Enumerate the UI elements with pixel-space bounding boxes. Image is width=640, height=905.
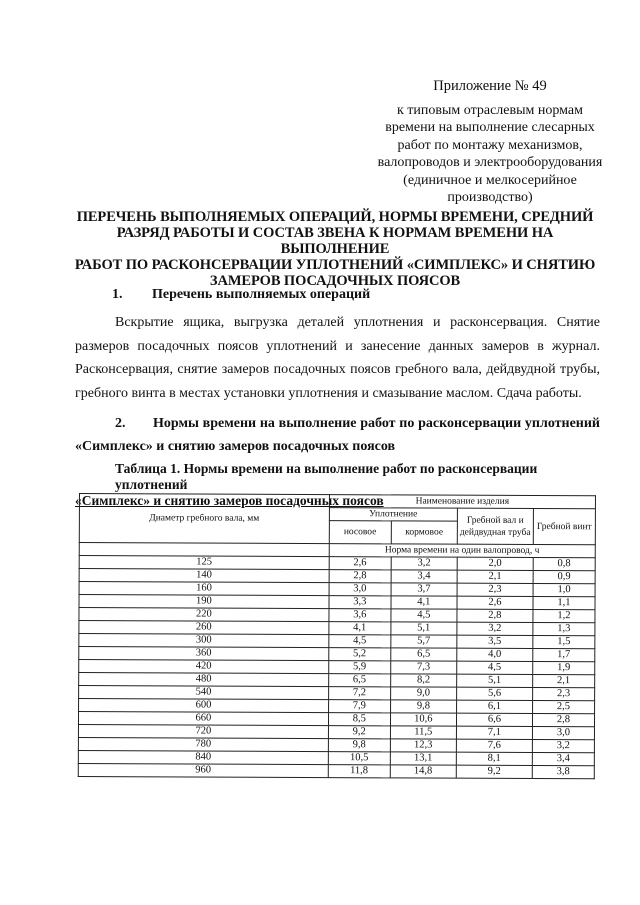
cell-value: 2,3 [532,687,594,700]
cell-diameter: 780 [78,737,328,751]
cell-value: 3,3 [329,596,391,609]
cell-diameter: 360 [79,647,329,661]
cell-value: 2,6 [457,596,533,609]
appendix-line: времени на выполнение слесарных [385,120,595,135]
cell-value: 1,1 [533,596,595,609]
header-bow: носовое [329,521,391,544]
cell-value: 2,6 [329,557,391,570]
cell-value: 2,1 [533,674,595,687]
cell-value: 1,0 [533,583,595,596]
cell-value: 1,3 [533,622,595,635]
cell-value: 5,6 [456,687,532,700]
cell-value: 3,2 [391,557,457,570]
cell-diameter: 960 [78,763,328,777]
cell-value: 2,0 [457,557,533,570]
appendix-header [360,78,620,207]
cell-value: 7,6 [456,739,532,752]
cell-value: 9,0 [390,687,456,700]
cell-diameter: 480 [79,673,329,687]
section-1-number: 1. [112,287,123,302]
cell-value: 2,8 [532,713,594,726]
cell-value: 4,5 [457,661,533,674]
cell-value: 11,8 [328,765,390,778]
cell-value: 6,5 [391,648,457,661]
cell-value: 2,8 [329,570,391,583]
cell-value: 0,8 [533,557,595,570]
section-1-text: Вскрытие ящика, выгрузка деталей уплотнения и расконсервация. Снятие размеров посадочных поясов уплотнений и занесение данных замеров в журнал. Расконсервация, снятие замеров посадочных поясов гребного вала, дейдвудной трубы, гребного винта в местах установки уплотнения и смазывание маслом. Сдача работы. [75,315,600,401]
cell-diameter: 540 [79,686,329,700]
cell-value: 12,3 [390,739,456,752]
cell-value: 4,1 [329,622,391,635]
cell-value: 3,5 [457,635,533,648]
cell-diameter: 260 [79,621,329,635]
cell-value: 1,7 [533,648,595,661]
cell-value: 11,5 [390,726,456,739]
cell-value: 1,2 [533,609,595,622]
header-diameter: Диаметр гребного вала, мм [79,494,329,544]
cell-value: 3,2 [457,622,533,635]
cell-value: 1,5 [533,635,595,648]
cell-value: 6,1 [456,700,532,713]
header-shaft-tube: Гребной вал и дейдвудная труба [457,508,533,544]
header-blank [79,543,329,557]
section-2-title: Нормы времени на выполнение работ по расконсервации уплотнений «Симплекс» и снятию замеров посадочных поясов [75,416,600,454]
section-1-heading [112,287,370,303]
cell-value: 2,1 [457,570,533,583]
table-caption-line: «Симплекс» и снятию замеров посадочных поясов [75,493,384,508]
cell-value: 1,9 [533,661,595,674]
appendix-line: работ по монтажу механизмов, [397,137,583,153]
table-caption-line: Таблица 1. Нормы времени на выполнение работ по расконсервации уплотнений [115,461,538,492]
cell-diameter: 190 [79,595,329,609]
cell-diameter: 720 [78,725,328,739]
cell-value: 3,0 [329,583,391,596]
cell-diameter: 840 [78,750,328,764]
cell-value: 3,8 [532,765,594,778]
cell-value: 9,2 [328,726,390,739]
document-title [70,209,600,289]
title-line: ПЕРЕЧЕНЬ ВЫПОЛНЯЕМЫХ ОПЕРАЦИЙ, НОРМЫ ВРЕМЕНИ, СРЕДНИЙ [76,209,594,225]
header-stern: кормовое [391,521,457,544]
cell-value: 6,6 [456,713,532,726]
cell-value: 5,9 [328,661,390,674]
cell-diameter: 140 [79,569,329,583]
cell-value: 4,5 [329,635,391,648]
cell-value: 5,7 [391,635,457,648]
cell-value: 0,9 [533,570,595,583]
title-line: ЗАМЕРОВ ПОСАДОЧНЫХ ПОЯСОВ [209,273,461,289]
cell-value: 10,6 [390,713,456,726]
cell-diameter: 300 [79,634,329,648]
cell-value: 8,2 [390,674,456,687]
cell-value: 2,8 [457,609,533,622]
cell-value: 3,4 [391,570,457,583]
cell-value: 3,7 [391,583,457,596]
section-2-number: 2. [115,416,126,431]
cell-value: 13,1 [390,752,456,765]
cell-diameter: 125 [79,556,329,570]
cell-value: 9,8 [390,700,456,713]
cell-value: 9,8 [328,739,390,752]
cell-value: 7,9 [328,700,390,713]
section-1-title: Перечень выполняемых операций [152,287,371,302]
norms-table [78,493,596,779]
cell-value: 5,1 [457,674,533,687]
cell-value: 8,5 [328,713,390,726]
cell-diameter: 160 [79,582,329,596]
cell-value: 7,2 [328,687,390,700]
cell-value: 4,1 [391,596,457,609]
cell-value: 7,3 [391,661,457,674]
cell-value: 6,5 [328,674,390,687]
cell-value: 3,6 [329,609,391,622]
cell-value: 4,0 [457,648,533,661]
cell-value: 5,2 [329,648,391,661]
cell-value: 3,2 [532,739,594,752]
cell-value: 3,4 [532,752,594,765]
header-seal: Уплотнение [329,508,457,522]
cell-diameter: 600 [79,699,329,713]
cell-value: 9,2 [456,765,532,778]
header-norm: Норма времени на один валопровод, ч [329,544,595,558]
title-line: РАЗРЯД РАБОТЫ И СОСТАВ ЗВЕНА К НОРМАМ ВРЕМЕНИ НА ВЫПОЛНЕНИЕ [116,225,554,257]
appendix-number: Приложение № 49 [433,78,547,94]
cell-value: 7,1 [456,726,532,739]
cell-diameter: 660 [78,712,328,726]
header-propeller: Гребной винт [533,508,595,544]
cell-diameter: 420 [79,660,329,674]
appendix-line: (единичное и мелкосерийное [403,172,577,188]
cell-value: 2,5 [532,700,594,713]
appendix-line: к типовым отраслевым нормам [396,102,583,118]
cell-value: 8,1 [456,752,532,765]
cell-value: 2,3 [457,583,533,596]
header-product-name: Наименование изделия [329,495,595,509]
appendix-line: производство) [447,190,533,205]
cell-value: 14,8 [390,765,456,778]
cell-value: 10,5 [328,752,390,765]
cell-value: 5,1 [391,622,457,635]
title-line: РАБОТ ПО РАСКОНСЕРВАЦИИ УПЛОТНЕНИЙ «СИМПЛЕКС» И СНЯТИЮ [74,257,596,273]
cell-value: 4,5 [391,609,457,622]
appendix-line: валопроводов и электрооборудования [377,155,603,170]
section-2-heading [75,412,600,458]
table-row [78,763,594,778]
cell-value: 3,0 [532,726,594,739]
cell-diameter: 220 [79,608,329,622]
